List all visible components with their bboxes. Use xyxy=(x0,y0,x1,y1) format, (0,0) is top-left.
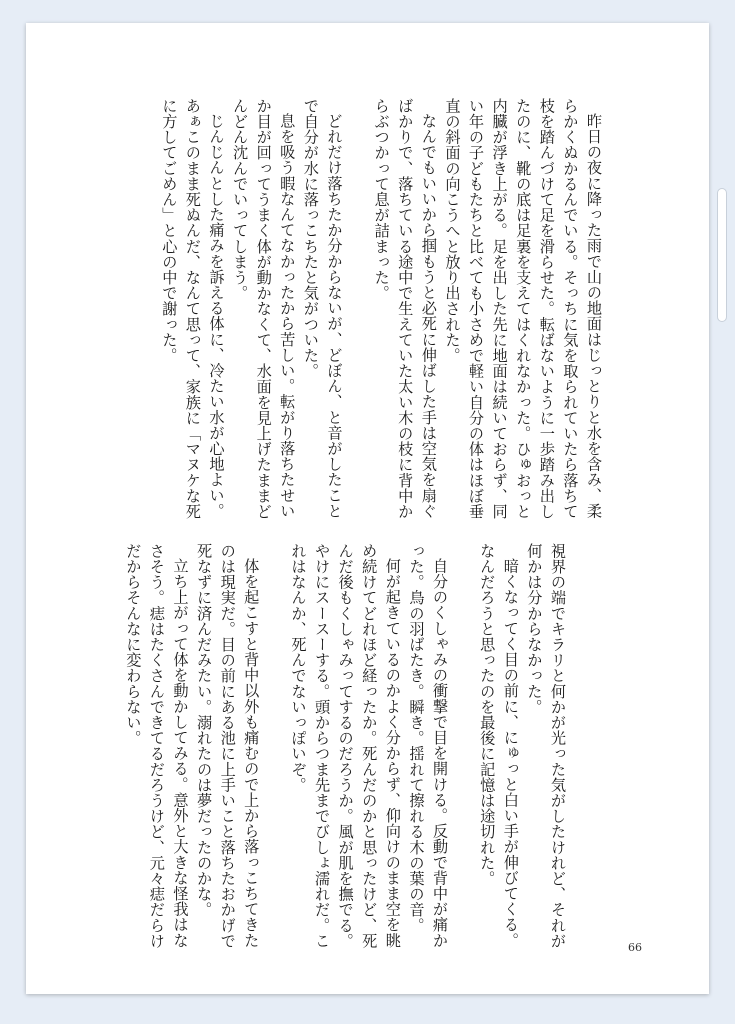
paragraph: 暗くなってく目の前に、にゅっと白い手が伸びてくる。なんだろうと思ったのを最後に記憶は途切れた。 xyxy=(478,543,520,949)
paragraph: 自分のくしゃみの衝撃で目を開ける。反動で背中が痛かった。鳥の羽ばたき。瞬き。揺れて擦れる木の葉の音。 xyxy=(407,543,450,949)
paragraph: どれだけ落ちたか分からないが、どぼん、と音がしたことで自分が水に落っこちたと気がついた。 xyxy=(301,98,344,519)
page-number: 66 xyxy=(628,941,642,954)
paragraph: なんでもいいから掴もうと必死に伸ばした手は空気を扇ぐばかりで、落ちている途中で生えていた太い木の枝に背中からぶつかって息が詰まった。 xyxy=(372,98,438,520)
text-block-top xyxy=(157,98,605,528)
paragraph: 体を起こすと背中以外も痛むので上から落っこちてきたのは現実だ。目の前にある池に上手いこと落ちたおかげで死なずに済んだみたい。溺れたのは夢だったのかな。 xyxy=(195,543,261,949)
paragraph: 昨日の夜に降った雨で山の地面はじっとりと水を含み、柔らかくぬかるんでいる。そっちに気を取られていたら落ちて枝を踏んづけて足を滑らせた。転ばないように一歩踏み出したのに、靴の底は足裏を支えてはくれなかった。ひゅおっと内臓が浮き上がる。足を出した先に地面は続いておらず、同い年の子どもたちと比べても小さめで軽い自分の体はほぼ垂直の斜面の向こうへと放り出された。 xyxy=(443,98,603,520)
paragraph: 立ち上がって体を動かしてみる。意外と大きな怪我はなさそう。痣はたくさんできてるだろうけど、元々痣だらけだからそんなに変わらない。 xyxy=(124,543,190,949)
book-page xyxy=(26,23,709,994)
paragraph: 視界の端でキラリと何かが光った気がしたけれど、それが何かは分からなかった。 xyxy=(525,543,567,949)
scrollbar-thumb[interactable] xyxy=(717,188,727,322)
paragraph: 息を吸う暇なんてなかったから苦しい。転がり落ちたせいか目が回ってうまく体が動かなくて、水面を見上げたままどんどん沈んでいってしまう。 xyxy=(231,98,297,520)
paragraph: じんじんとした痛みを訴える体に、冷たい水が心地よい。あぁこのまま死ぬんだ、なんて思って、家族に「マヌケな死に方してごめん」と心の中で謝った。 xyxy=(160,98,226,520)
paragraph: 何が起きているのかよく分からず、仰向けのまま空を眺め続けてどれほど経ったか。死んだのかと思ったけど、死んだ後もくしゃみってするのだろうか。風が肌を撫でる。やけにスースーする。頭からつま先までびしょ濡れだ。これはなんか、死んでないっぽいぞ。 xyxy=(289,543,402,949)
text-block-bottom xyxy=(121,543,569,963)
